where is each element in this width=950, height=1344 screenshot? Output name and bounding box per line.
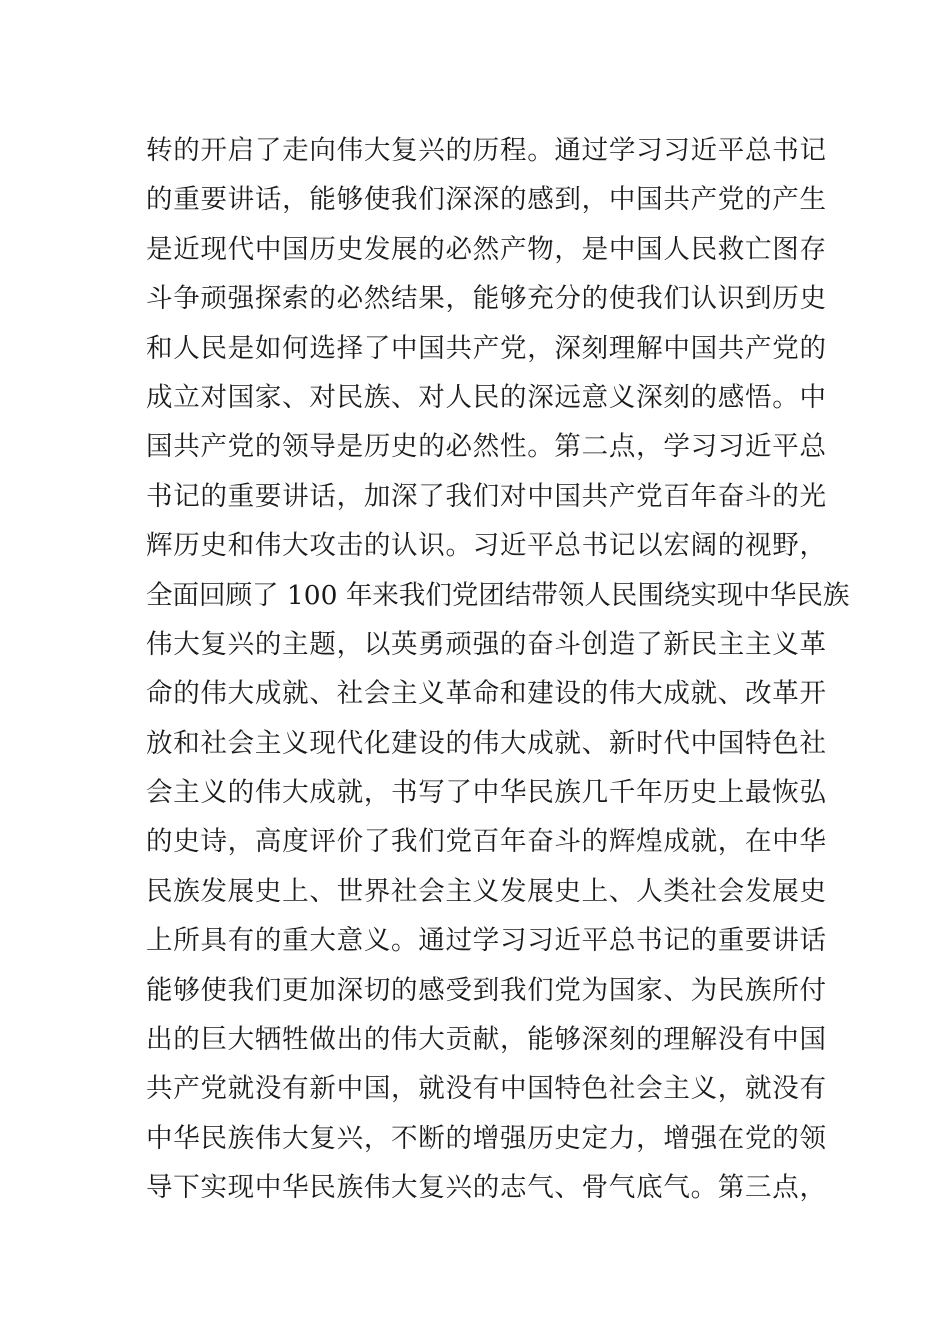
text-line: 民族发展史上、世界社会主义发展史上、人类社会发展史 — [146, 875, 826, 907]
text-line: 辉历史和伟大攻击的认识。习近平总书记以宏阔的视野， — [146, 530, 826, 562]
text-line: 国共产党的领导是历史的必然性。第二点，学习习近平总 — [146, 431, 826, 463]
text-line: 导下实现中华民族伟大复兴的志气、骨气底气。第三点， — [146, 1172, 826, 1204]
text-line: 转的开启了走向伟大复兴的历程。通过学习习近平总书记 — [146, 135, 826, 166]
text-line: 斗争顽强探索的必然结果，能够充分的使我们认识到历史 — [146, 283, 826, 315]
text-line: 全面回顾了 100 年来我们党团结带领人民围绕实现中华民族 — [146, 579, 850, 611]
text-line: 是近现代中国历史发展的必然产物，是中国人民救亡图存 — [146, 233, 826, 265]
text-line: 命的伟大成就、社会主义革命和建设的伟大成就、改革开 — [146, 678, 826, 710]
text-line: 共产党就没有新中国，就没有中国特色社会主义，就没有 — [146, 1073, 826, 1105]
text-line: 中华民族伟大复兴，不断的增强历史定力，增强在党的领 — [146, 1122, 826, 1154]
body-text — [146, 126, 850, 1213]
text-line: 书记的重要讲话，加深了我们对中国共产党百年奋斗的光 — [146, 480, 826, 512]
text-line: 伟大复兴的主题，以英勇顽强的奋斗创造了新民主主义革 — [146, 628, 826, 660]
text-line: 会主义的伟大成就，书写了中华民族几千年历史上最恢弘 — [146, 777, 826, 809]
text-line: 的重要讲话，能够使我们深深的感到，中国共产党的产生 — [146, 184, 826, 216]
text-line: 和人民是如何选择了中国共产党，深刻理解中国共产党的 — [146, 332, 826, 364]
text-line: 出的巨大牺牲做出的伟大贡献，能够深刻的理解没有中国 — [146, 1024, 826, 1056]
text-line: 上所具有的重大意义。通过学习习近平总书记的重要讲话 — [146, 925, 826, 957]
text-line: 成立对国家、对民族、对人民的深远意义深刻的感悟。中 — [146, 381, 826, 413]
text-line: 能够使我们更加深切的感受到我们党为国家、为民族所付 — [146, 974, 826, 1006]
text-line: 放和社会主义现代化建设的伟大成就、新时代中国特色社 — [146, 727, 826, 759]
text-line: 的史诗，高度评价了我们党百年奋斗的辉煌成就，在中华 — [146, 826, 826, 858]
